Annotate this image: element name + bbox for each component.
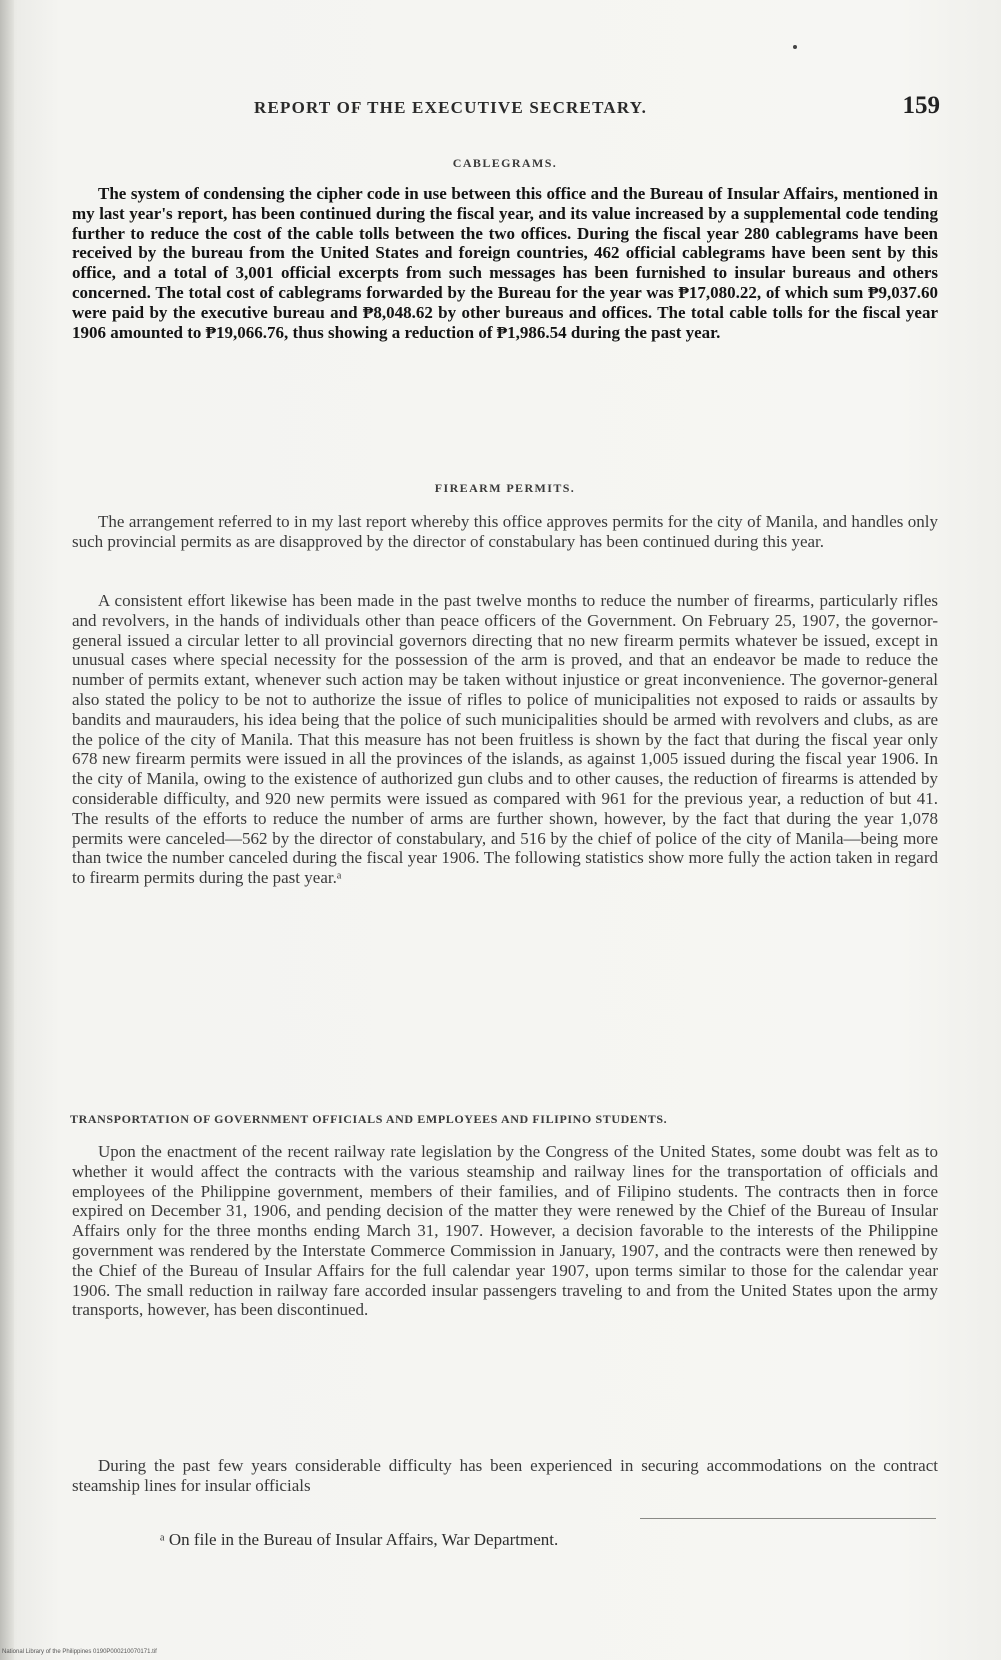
- paragraph-firearm-permits-2: A consistent effort likewise has been made in the past twelve months to reduce the number of firearms, particularly rifles and revolvers, in the hands of individuals other than peace officers of the Government. On February 25, 1907, the governor-general issued a circular letter to all provincial governors directing that no new firearm permits whatever be issued, except in unusual cases where special necessity for the possession of the arm is proved, and that an endeavor be made to reduce the number of permits extant, whenever such action may be taken without injustice or great inconvenience. The governor-general also stated the policy to be not to authorize the issue of rifles to police of municipalities not exposed to raids or assaults by bandits and maurauders, his idea being that the police of such municipalities should be armed with revolvers and clubs, as are the police of the city of Manila. That this measure has not been fruitless is shown by the fact that during the fiscal year only 678 new firearm permits were issued in all the provinces of the islands, as against 1,005 issued during the fiscal year 1906. In the city of Manila, owing to the existence of authorized gun clubs and to other causes, the reduction of firearms is attended by considerable difficulty, and 920 new permits were issued as compared with 961 for the previous year, a reduction of but 41. The results of the efforts to reduce the number of arms are further shown, however, by the fact that during the year 1,078 permits were canceled—562 by the director of constabulary, and 516 by the chief of police of the city of Manila—being more than twice the number canceled during the fiscal year 1906. The following statistics show more fully the action taken in regard to firearm permits during the past year.ᵃ: [72, 591, 938, 888]
- page-spine-shadow: [0, 0, 14, 1660]
- scan-credit: National Library of the Philippines 0190P000210070171.tif: [2, 1649, 157, 1655]
- footnote: ᵃ On file in the Bureau of Insular Affairs, War Department.: [160, 1530, 559, 1549]
- paragraph-transportation-2: During the past few years considerable difficulty has been experienced in securing accommodations on the contract steamship lines for insular officials: [72, 1456, 938, 1495]
- ink-speck: [793, 45, 797, 49]
- paragraph-firearm-permits-1: The arrangement referred to in my last report whereby this office approves permits for the city of Manila, and handles only such provincial permits as are disapproved by the director of constabulary has been continued during this year.: [72, 512, 938, 551]
- footnote-rule: [640, 1518, 936, 1519]
- heading-cablegrams: CABLEGRAMS.: [452, 156, 558, 170]
- paragraph-transportation-1: Upon the enactment of the recent railway rate legislation by the Congress of the United States, some doubt was felt as to whether it would affect the contracts with the various steamship and railway lines for the transportation of officials and employees of the Philippine government, members of their families, and of Filipino students. The contracts then in force expired on December 31, 1906, and pending decision of the matter they were renewed by the Chief of the Bureau of Insular Affairs only for the three months ending March 31, 1907. However, a decision favorable to the interests of the Philippine government was rendered by the Interstate Commerce Commission in January, 1907, and the contracts were then renewed by the Chief of the Bureau of Insular Affairs for the full calendar year 1907, upon terms similar to those for the calendar year 1906. The small reduction in railway fare accorded insular passengers traveling to and from the United States upon the army transports, however, has been discontinued.: [72, 1142, 938, 1320]
- running-head: REPORT OF THE EXECUTIVE SECRETARY.: [254, 98, 648, 117]
- heading-firearm-permits: FIREARM PERMITS.: [434, 481, 576, 495]
- page-number: 159: [902, 92, 940, 119]
- heading-transportation: TRANSPORTATION OF GOVERNMENT OFFICIALS AND EMPLOYEES AND FILIPINO STUDENTS.: [70, 1112, 668, 1126]
- paragraph-cablegrams: The system of condensing the cipher code in use between this office and the Bureau of Insular Affairs, mentioned in my last year's report, has been continued during the fiscal year, and its value increased by a supplemental code tending further to reduce the cost of the cable tolls between the two offices. During the fiscal year 280 cablegrams have been received by the bureau from the United States and foreign countries, 462 official cablegrams have been sent by this office, and a total of 3,001 official excerpts from such messages has been furnished to insular bureaus and others concerned. The total cost of cablegrams forwarded by the Bureau for the year was ₱17,080.22, of which sum ₱9,037.60 were paid by the executive bureau and ₱8,048.62 by other bureaus and offices. The total cable tolls for the fiscal year 1906 amounted to ₱19,066.76, thus showing a reduction of ₱1,986.54 during the past year.: [72, 184, 938, 342]
- page-header: [70, 92, 940, 122]
